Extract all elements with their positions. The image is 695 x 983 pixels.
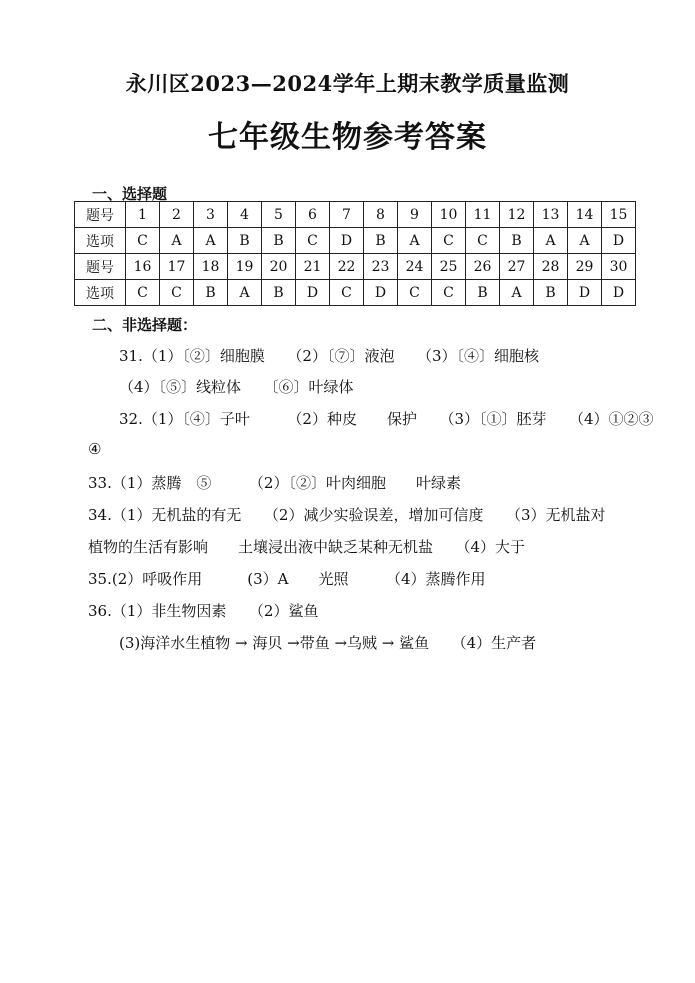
table-cell: 3 [194,202,228,228]
table-cell: B [194,280,228,306]
table-cell: 26 [466,254,500,280]
table-cell: 7 [330,202,364,228]
table-cell: 19 [228,254,262,280]
table-cell: D [568,280,602,306]
table-cell: 21 [296,254,330,280]
table-cell: C [466,228,500,254]
table-cell: 27 [500,254,534,280]
table-cell: D [364,280,398,306]
answer-line-36-cont: (3)海洋水生植物 → 海贝 →带鱼 →乌贼 → 鲨鱼 （4）生产者 [119,634,537,652]
table-cell: B [228,228,262,254]
table-cell: 18 [194,254,228,280]
table-cell: 23 [364,254,398,280]
table-cell: 12 [500,202,534,228]
table-cell: 5 [262,202,296,228]
answer-line-34: 34.（1）无机盐的有无 （2）减少实验误差，增加可信度 （3）无机盐对 [88,506,606,524]
table-cell: C [160,280,194,306]
answer-line-35: 35.(2）呼吸作用 (3）A 光照 （4）蒸腾作用 [88,570,486,588]
answer-line-32-cont: ④ [88,440,102,458]
table-cell: 13 [534,202,568,228]
row-label: 选项 [75,280,126,306]
table-cell: C [432,280,466,306]
row-label: 题号 [75,202,126,228]
table-cell: B [262,280,296,306]
table-cell: A [160,228,194,254]
section-heading-choice: 一、选择题 [92,185,168,203]
table-cell: A [398,228,432,254]
table-cell: C [126,228,160,254]
table-cell: B [534,280,568,306]
table-cell: 17 [160,254,194,280]
section-heading-nonchoice: 二、非选择题： [92,316,198,334]
table-cell: C [432,228,466,254]
table-cell: B [500,228,534,254]
table-cell: 20 [262,254,296,280]
table-cell: 4 [228,202,262,228]
table-cell: A [194,228,228,254]
answer-line-34-cont: 植物的生活有影响 土壤浸出液中缺乏某种无机盐 （4）大于 [88,538,526,556]
page-subtitle: 七年级生物参考答案 [208,120,487,155]
table-row [75,254,636,280]
table-cell: 29 [568,254,602,280]
table-cell: D [330,228,364,254]
table-cell: 2 [160,202,194,228]
table-cell: A [228,280,262,306]
table-cell: A [568,228,602,254]
table-cell: 9 [398,202,432,228]
table-cell: 22 [330,254,364,280]
row-label: 选项 [75,228,126,254]
table-cell: 1 [126,202,160,228]
table-row [75,228,636,254]
table-cell: 30 [602,254,636,280]
answer-line-32: 32.（1）〔④〕子叶 （2）种皮 保护 （3）〔①〕胚芽 （4）①②③ [119,410,654,428]
table-cell: 14 [568,202,602,228]
table-cell: 24 [398,254,432,280]
table-cell: A [534,228,568,254]
table-cell: D [296,280,330,306]
table-row [75,280,636,306]
table-cell: B [466,280,500,306]
table-cell: D [602,280,636,306]
table-cell: B [262,228,296,254]
answer-table [74,201,636,306]
answer-line-31: 31.（1）〔②〕细胞膜 （2）〔⑦〕液泡 （3）〔④〕细胞核 [119,347,539,365]
table-cell: 28 [534,254,568,280]
table-cell: 11 [466,202,500,228]
table-cell: C [296,228,330,254]
table-cell: 25 [432,254,466,280]
table-cell: D [602,228,636,254]
table-cell: C [330,280,364,306]
answer-line-31-cont: （4）〔⑤〕线粒体 〔⑥〕叶绿体 [119,378,354,396]
table-cell: C [398,280,432,306]
row-label: 题号 [75,254,126,280]
table-cell: A [500,280,534,306]
table-row [75,202,636,228]
answer-line-33: 33.（1）蒸腾 ⑤ （2）〔②〕叶肉细胞 叶绿素 [88,474,461,492]
answer-line-36: 36.（1）非生物因素 （2）鲨鱼 [88,602,319,620]
table-cell: 15 [602,202,636,228]
page-title: 永川区2023—2024学年上期末教学质量监测 [125,71,570,96]
table-cell: B [364,228,398,254]
table-cell: 6 [296,202,330,228]
table-cell: 16 [126,254,160,280]
table-cell: 10 [432,202,466,228]
table-cell: C [126,280,160,306]
table-cell: 8 [364,202,398,228]
